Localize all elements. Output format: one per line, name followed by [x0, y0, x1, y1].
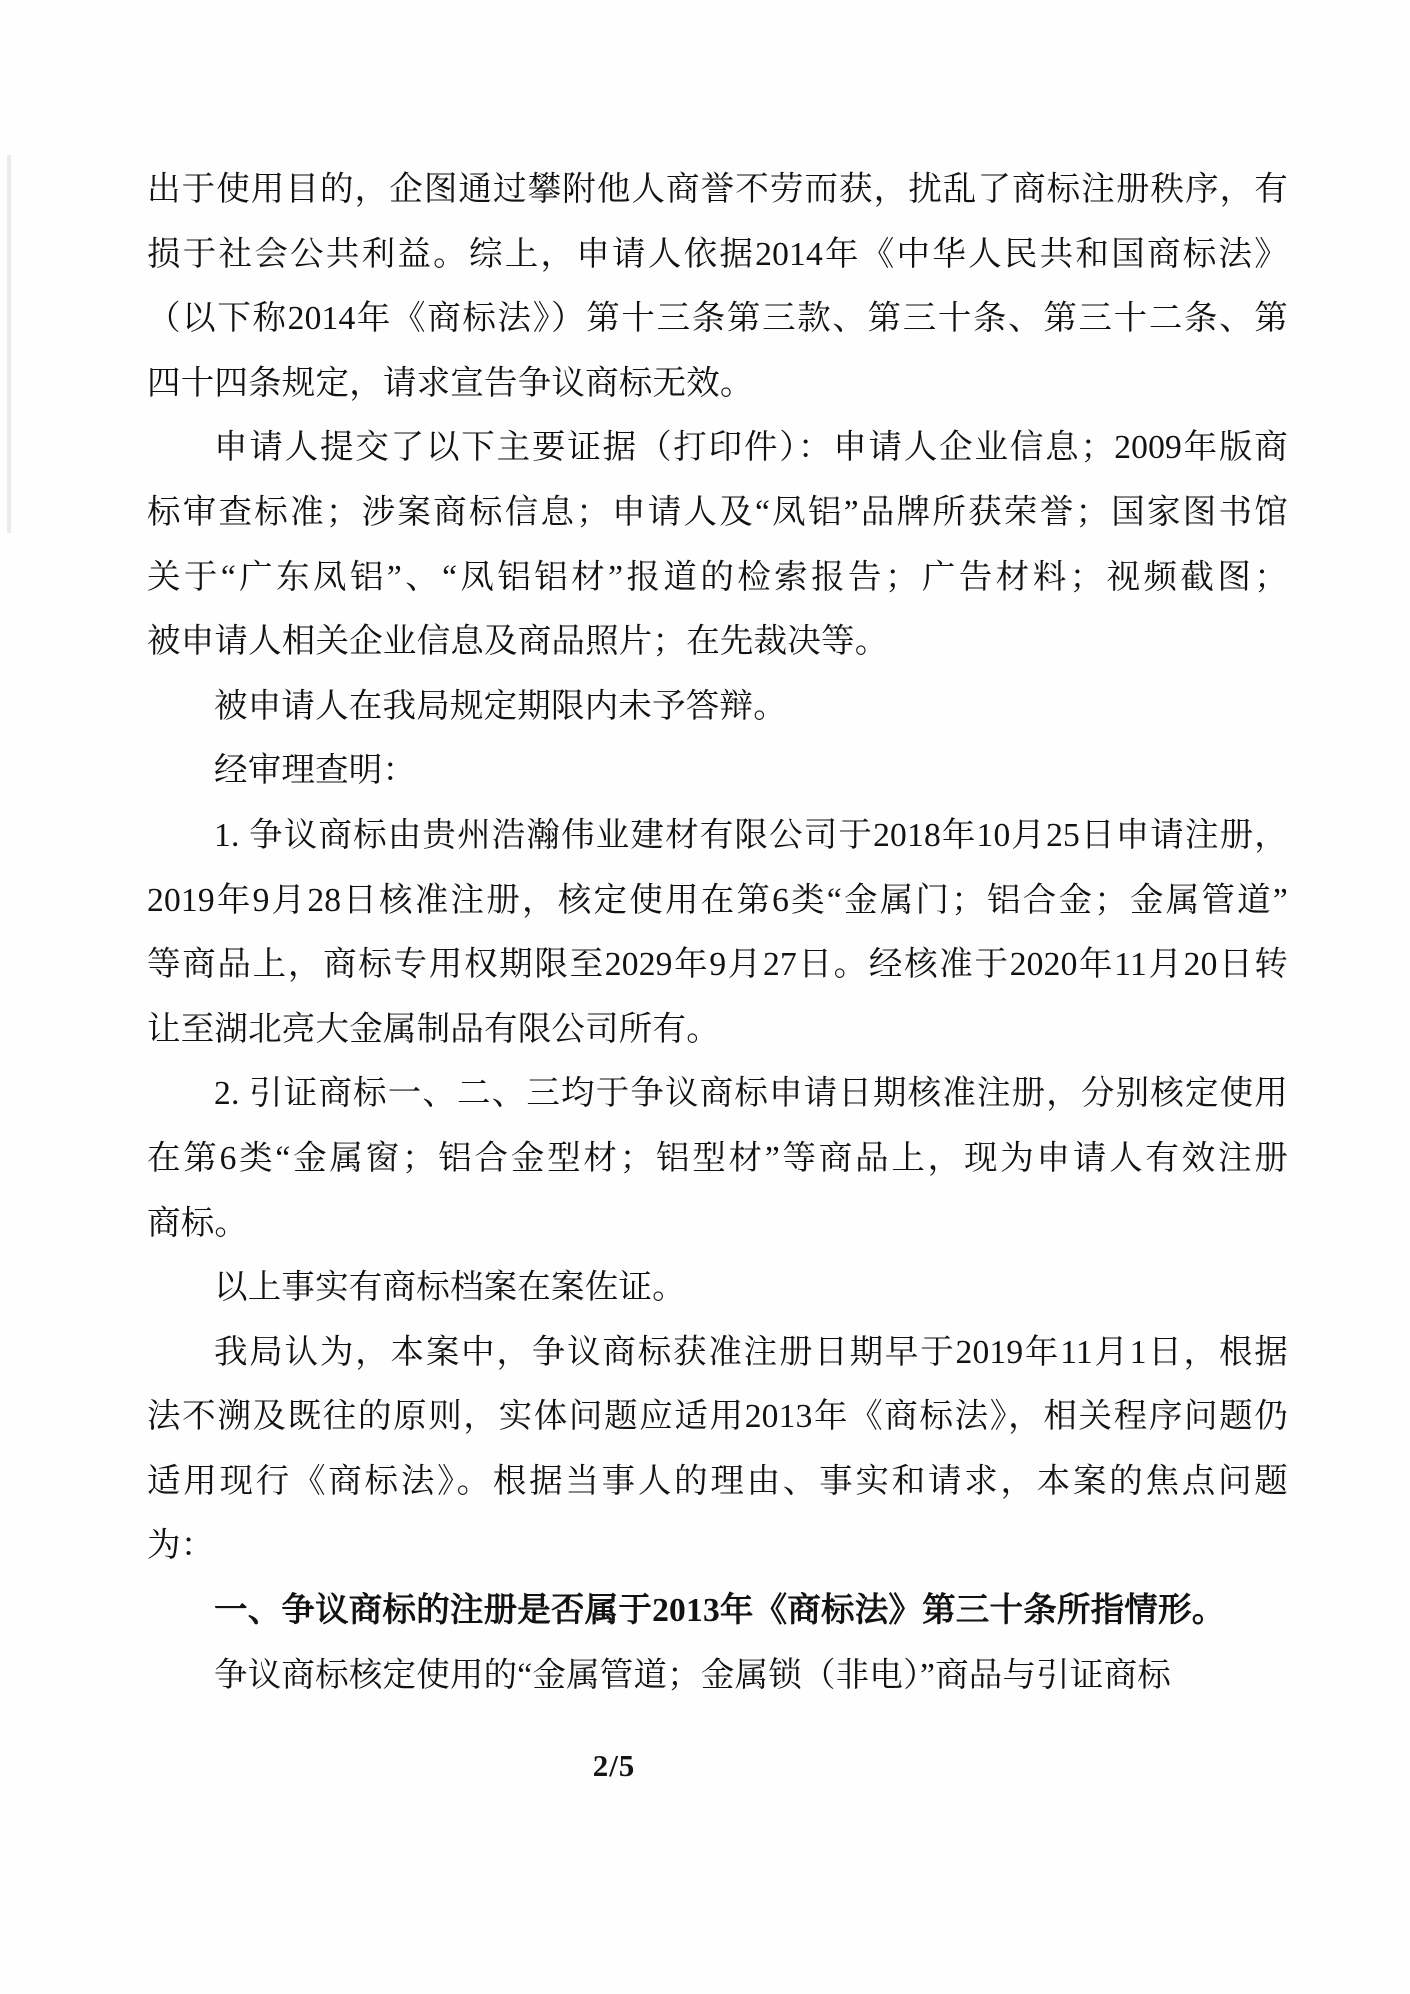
text-line: 2019年9月28日核准注册，核定使用在第6类“金属门；铝合金；金属管道” [147, 881, 1288, 919]
text-line: 商标。 [147, 1204, 249, 1242]
text-line: 我局认为，本案中，争议商标获准注册日期早于2019年11月1日，根据 [214, 1333, 1288, 1371]
text-line: 出于使用目的，企图通过攀附他人商誉不劳而获，扰乱了商标注册秩序，有 [147, 171, 1288, 208]
text-line: 损于社会公共利益。综上，申请人依据2014年《中华人民共和国商标法》 [147, 235, 1288, 273]
text-line: 争议商标核定使用的“金属管道；金属锁（非电）”商品与引证商标 [214, 1656, 1171, 1694]
text-line: 适用现行《商标法》。根据当事人的理由、事实和请求，本案的焦点问题 [147, 1462, 1288, 1500]
scan-artifact-line [7, 155, 11, 533]
document-body [147, 158, 1288, 1708]
text-line: 2. 引证商标一、二、三均于争议商标申请日期核准注册，分别核定使用 [214, 1075, 1288, 1113]
text-line: 被申请人在我局规定期限内未予答辩。 [214, 687, 787, 725]
page-number: 2/5 [592, 1748, 636, 1783]
text-line: 被申请人相关企业信息及商品照片；在先裁决等。 [147, 623, 889, 661]
text-line: 四十四条规定，请求宣告争议商标无效。 [147, 364, 754, 402]
text-line: 1. 争议商标由贵州浩瀚伟业建材有限公司于2018年10月25日申请注册， [214, 816, 1288, 854]
text-line: 申请人提交了以下主要证据（打印件）：申请人企业信息；2009年版商 [214, 429, 1288, 467]
text-line: 经审理查明： [214, 752, 417, 790]
text-line: 一、争议商标的注册是否属于2013年《商标法》第三十条所指情形。 [214, 1592, 1226, 1630]
text-line: 关于“广东凤铝”、“凤铝铝材”报道的检索报告；广告材料；视频截图； [147, 558, 1288, 596]
text-line: （以下称2014年《商标法》）第十三条第三款、第三十条、第三十二条、第 [147, 300, 1288, 338]
text-line: 标审查标准；涉案商标信息；申请人及“凤铝”品牌所获荣誉；国家图书馆 [147, 493, 1288, 531]
text-line: 让至湖北亮大金属制品有限公司所有。 [147, 1010, 720, 1048]
text-line: 以上事实有商标档案在案佐证。 [214, 1269, 686, 1307]
text-line: 为： [147, 1527, 215, 1565]
text-line: 等商品上，商标专用权期限至2029年9月27日。经核准于2020年11月20日转 [147, 946, 1288, 984]
text-line: 法不溯及既往的原则，实体问题应适用2013年《商标法》，相关程序问题仍 [147, 1398, 1288, 1436]
text-line: 在第6类“金属窗；铝合金型材；铝型材”等商品上，现为申请人有效注册 [147, 1139, 1288, 1177]
